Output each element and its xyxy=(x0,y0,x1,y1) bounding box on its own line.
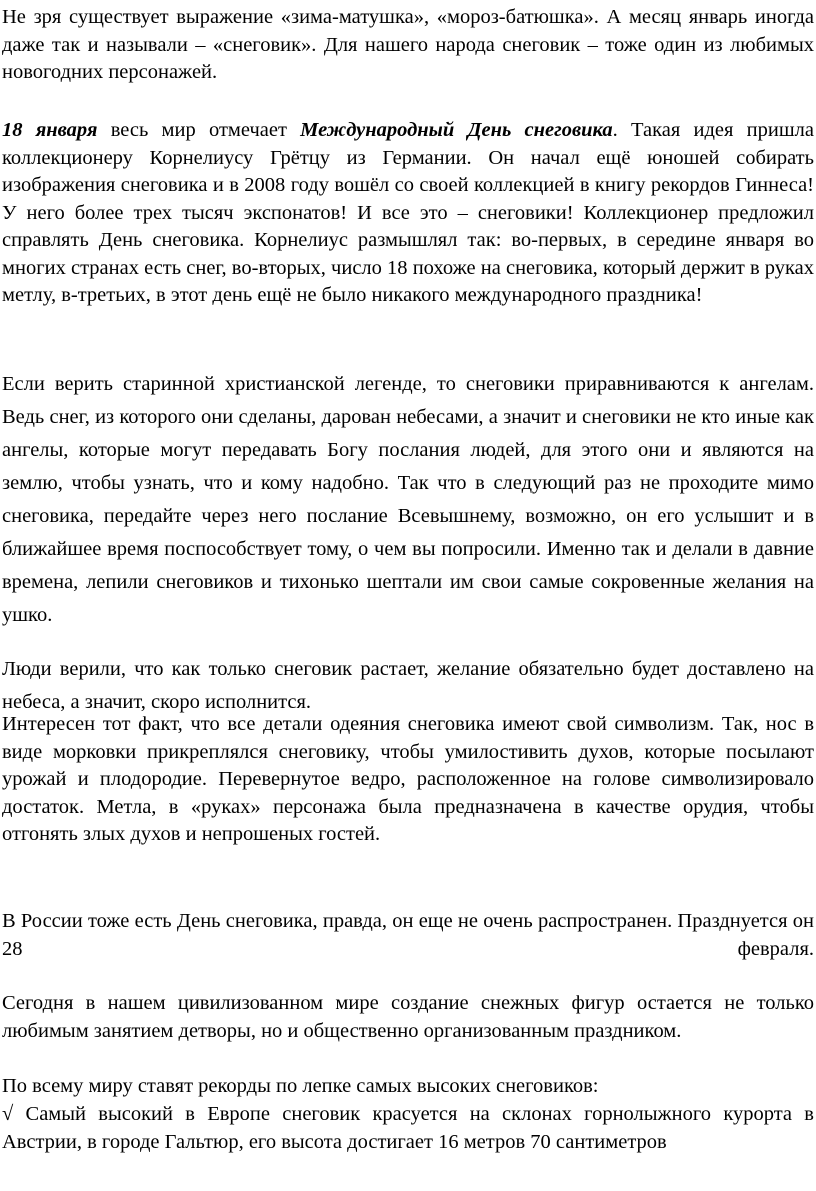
paragraph-legend: Если верить старинной христианской легенде, то снеговики приравниваются к ангелам. Ведь снег, из которого они сделаны, дарован небесами, а значит и снеговики не кто иные как ангелы, которые могут передавать Богу послания людей, для этого они и являются на землю, чтобы узнать, что и кому надобно. Так что в следующий раз не проходите мимо снеговика, передайте через него послание Всевышнему, возможно, он его услышит и в ближайшее время поспособствует тому, о чем вы попросили. Именно так и делали в давние времена, лепили снеговиков и тихонько шептали им свои самые сокровенные желания на ушко. xyxy=(2,373,814,626)
paragraph-today: Сегодня в нашем цивилизованном мире создание снежных фигур остается не только любимым занятием детворы, но и общественно организованным праздником. xyxy=(2,992,814,1042)
paragraph-text-middle: весь мир отмечает xyxy=(97,119,301,141)
date-highlight: 18 января xyxy=(2,119,98,141)
paragraph-record-europe: √ Самый высокий в Европе снеговик красуется на склонах горнолыжного курорта в Австрии, в городе Гальтюр, его высота достигает 16 метров 70 сантиметров xyxy=(2,1103,814,1153)
paragraph-intro: Не зря существует выражение «зима-матушка», «мороз-батюшка». А месяц январь иногда даже так и называли – «снеговик». Для нашего народа снеговик – тоже один из любимых новогодних персонажей. xyxy=(2,6,814,83)
paragraph-beliefs: Люди верили, что как только снеговик растает, желание обязательно будет доставлено на небеса, а значит, скоро исполнится. xyxy=(2,658,814,713)
paragraph-text-rest: . Такая идея пришла коллекционеру Корнелиусу Грётцу из Германии. Он начал ещё юношей собирать изображения снеговика и в 2008 году вошёл со своей коллекцией в книгу рекордов Гиннеса! У него более трех тысяч экспонатов! И все это – снеговики! Коллекционер предложил справлять День снеговика. Корнелиус размышлял так: во-первых, в середине января во многих странах есть снег, во-вторых, число 18 похоже на снеговика, который держит в руках метлу, в-третьих, в этот день ещё не было никакого международного праздника! xyxy=(2,119,814,306)
paragraph-records-intro: По всему миру ставят рекорды по лепке самых высоких снеговиков: xyxy=(2,1075,599,1097)
holiday-name-highlight: Международный День снеговика xyxy=(300,119,613,141)
paragraph-symbolism: Интересен тот факт, что все детали одеяния снеговика имеют свой символизм. Так, нос в виде морковки прикреплялся снеговику, чтобы умилостивить духов, которые посылают урожай и плодородие. Перевернутое ведро, расположенное на голове символизировало достаток. Метла, в «руках» персонажа была предназначена в качестве орудия, чтобы отгонять злых духов и непрошеных гостей. xyxy=(2,713,814,845)
paragraph-russia: В России тоже есть День снеговика, правда, он еще не очень распространен. Празднуется он 28 февраля. xyxy=(2,910,814,960)
paragraph-snowman-day xyxy=(2,117,814,310)
